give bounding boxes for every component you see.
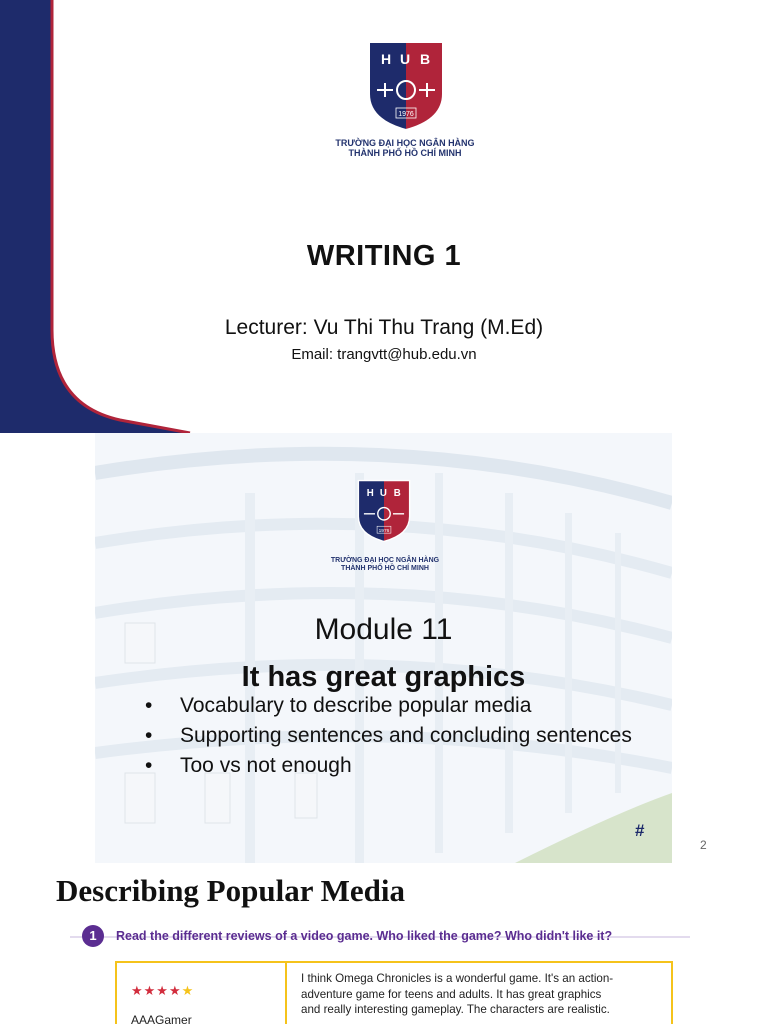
list-item: • Supporting sentences and concluding sentences bbox=[145, 721, 665, 751]
logo-letter-h: H bbox=[381, 51, 392, 67]
university-name: TRƯỜNG ĐẠI HỌC NGÂN HÀNG THÀNH PHỐ HỒ CHÍ MINH bbox=[335, 138, 475, 159]
page-number: 2 bbox=[700, 838, 707, 852]
review-divider bbox=[285, 963, 287, 1024]
hub-logo-shield-small bbox=[357, 471, 411, 551]
exercise-instruction: Read the different reviews of a video game. Who liked the game? Who didn't like it? bbox=[116, 929, 613, 943]
logo-letter-u: U bbox=[400, 51, 411, 67]
module-subtitle: It has great graphics bbox=[241, 661, 526, 693]
course-title: WRITING 1 bbox=[306, 240, 462, 272]
university-name: TRƯỜNG ĐẠI HỌC NGÂN HÀNG THÀNH PHỐ HỒ CHÍ MINH bbox=[330, 557, 440, 573]
section-heading: Describing Popular Media bbox=[56, 873, 406, 908]
review-card bbox=[115, 961, 673, 1024]
logo-letter-b: B bbox=[393, 487, 401, 499]
lecturer-name: Lecturer: Vu Thi Thu Trang (M.Ed) bbox=[224, 316, 544, 339]
logo-year: 1976 bbox=[398, 111, 414, 118]
lecturer-email: Email: trangvtt@hub.edu.vn bbox=[291, 346, 477, 363]
logo-letter-h: H bbox=[366, 487, 374, 499]
reviewer-name: AAAGamer bbox=[131, 1013, 192, 1024]
module-title: Module 11 bbox=[314, 613, 453, 646]
star-icon-filled: ★★★★ bbox=[131, 983, 182, 998]
topic-list bbox=[145, 691, 665, 781]
content-slide bbox=[0, 863, 768, 1024]
list-item: • Too vs not enough bbox=[145, 751, 665, 781]
module-slide bbox=[95, 433, 672, 863]
list-item: • Vocabulary to describe popular media bbox=[145, 691, 665, 721]
star-rating bbox=[131, 983, 194, 999]
star-icon-last: ★ bbox=[181, 983, 195, 998]
logo-letter-b: B bbox=[420, 51, 431, 67]
hash-mark: # bbox=[635, 821, 645, 840]
step-number-badge: 1 bbox=[82, 925, 104, 947]
logo-year: 1976 bbox=[378, 528, 390, 534]
review-text: I think Omega Chronicles is a wonderful game. It's an action- adventure game for teens and adults. It has great graphics and really interesting gameplay. The characters are realistic. bbox=[301, 972, 614, 1016]
title-slide bbox=[0, 0, 768, 433]
logo-letter-u: U bbox=[379, 487, 387, 499]
hub-logo-shield bbox=[367, 40, 445, 132]
